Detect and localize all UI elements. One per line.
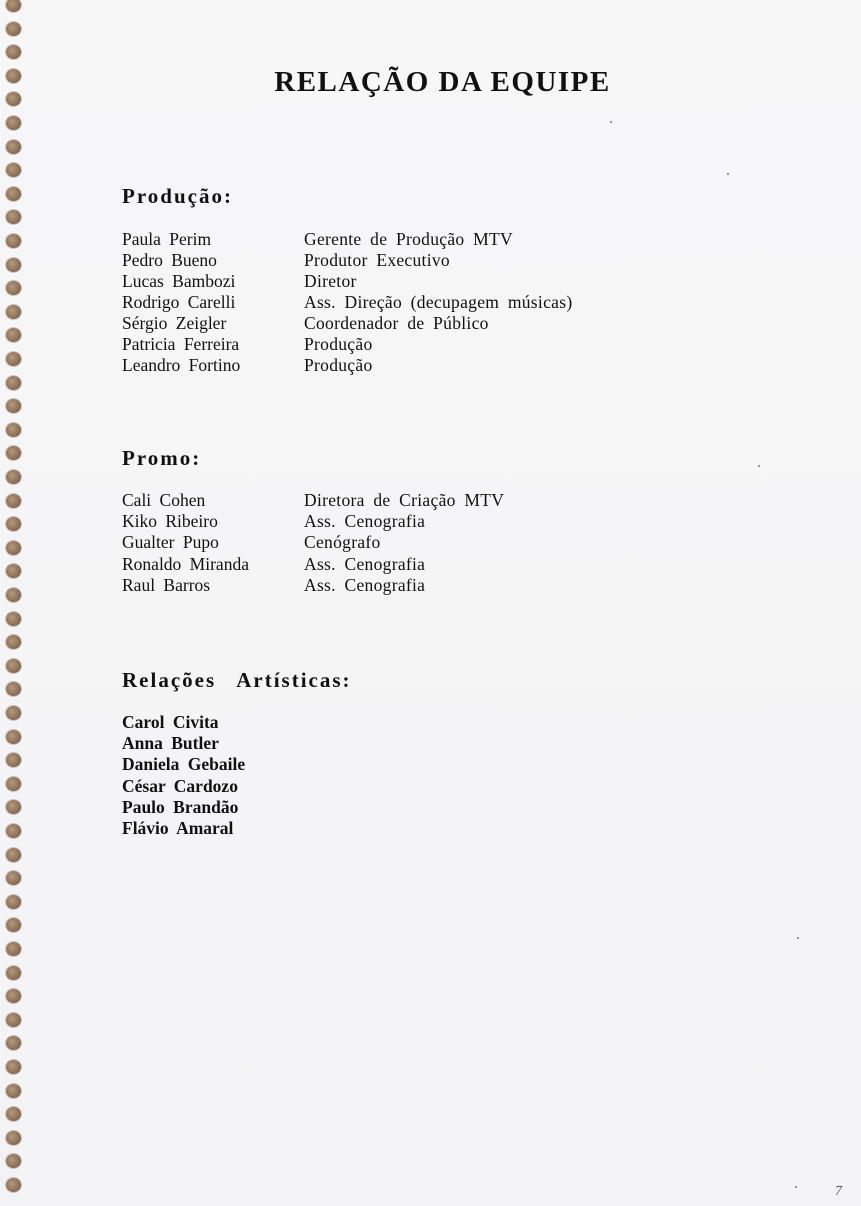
binding-hole bbox=[6, 446, 21, 460]
team-row bbox=[0, 712, 861, 733]
member-role: Gerente de Produção MTV bbox=[304, 229, 513, 249]
member-name: Paula Perim bbox=[122, 229, 212, 249]
team-row bbox=[0, 575, 861, 596]
binding-hole bbox=[6, 942, 21, 956]
team-row bbox=[0, 313, 861, 334]
member-role: Cenógrafo bbox=[304, 532, 381, 552]
paper-speck bbox=[727, 173, 729, 175]
member-name: Kiko Ribeiro bbox=[122, 511, 218, 531]
binding-hole bbox=[6, 1013, 21, 1027]
member-name: Lucas Bambozi bbox=[122, 271, 236, 291]
binding-hole bbox=[6, 989, 21, 1003]
binding-hole bbox=[6, 612, 21, 626]
team-row bbox=[0, 334, 861, 355]
member-role: Produtor Executivo bbox=[304, 250, 450, 270]
member-name: Gualter Pupo bbox=[122, 532, 219, 552]
team-row bbox=[0, 271, 861, 292]
team-row bbox=[0, 250, 861, 271]
binding-hole bbox=[6, 423, 21, 437]
section-heading-relacoes-artisticas: Relações Artísticas: bbox=[122, 668, 352, 692]
binding-hole bbox=[6, 1131, 21, 1145]
team-row bbox=[0, 733, 861, 754]
binding-hole bbox=[6, 848, 21, 862]
member-name: Daniela Gebaile bbox=[122, 754, 246, 774]
team-row bbox=[0, 754, 861, 775]
spiral-binding bbox=[0, 0, 32, 1206]
team-row bbox=[0, 532, 861, 553]
member-role: Diretor bbox=[304, 271, 357, 291]
binding-hole bbox=[6, 1084, 21, 1098]
binding-hole bbox=[6, 895, 21, 909]
binding-hole bbox=[6, 45, 21, 59]
binding-hole bbox=[6, 1107, 21, 1121]
member-role: Diretora de Criação MTV bbox=[304, 490, 505, 510]
binding-hole bbox=[6, 659, 21, 673]
team-row bbox=[0, 355, 861, 376]
binding-hole bbox=[6, 1154, 21, 1168]
member-role: Coordenador de Público bbox=[304, 313, 489, 333]
member-name: Cali Cohen bbox=[122, 490, 206, 510]
member-name: Raul Barros bbox=[122, 575, 211, 595]
member-role: Ass. Direção (decupagem músicas) bbox=[304, 292, 573, 312]
member-role: Ass. Cenografia bbox=[304, 575, 426, 595]
member-name: César Cardozo bbox=[122, 776, 238, 796]
team-row bbox=[0, 776, 861, 797]
team-row bbox=[0, 797, 861, 818]
member-name: Paulo Brandão bbox=[122, 797, 239, 817]
member-name: Rodrigo Carelli bbox=[122, 292, 236, 312]
member-role: Ass. Cenografia bbox=[304, 554, 426, 574]
section-heading-producao: Produção: bbox=[122, 184, 233, 208]
binding-hole bbox=[6, 871, 21, 885]
member-role: Ass. Cenografia bbox=[304, 511, 426, 531]
member-name: Pedro Bueno bbox=[122, 250, 217, 270]
page-number: 7 bbox=[835, 1184, 842, 1199]
team-row bbox=[0, 511, 861, 532]
binding-hole bbox=[6, 1036, 21, 1050]
paper-speck bbox=[758, 465, 760, 467]
member-name: Carol Civita bbox=[122, 712, 219, 732]
member-name: Flávio Amaral bbox=[122, 818, 234, 838]
team-row bbox=[0, 490, 861, 511]
binding-hole bbox=[6, 187, 21, 201]
binding-hole bbox=[6, 22, 21, 36]
binding-hole bbox=[6, 1060, 21, 1074]
binding-hole bbox=[6, 682, 21, 696]
binding-hole bbox=[6, 116, 21, 130]
section-heading-promo: Promo: bbox=[122, 446, 202, 470]
binding-hole bbox=[6, 399, 21, 413]
team-row bbox=[0, 229, 861, 250]
binding-hole bbox=[6, 918, 21, 932]
binding-hole bbox=[6, 210, 21, 224]
binding-hole bbox=[6, 966, 21, 980]
paper-speck bbox=[795, 1186, 797, 1188]
binding-hole bbox=[6, 140, 21, 154]
binding-hole bbox=[6, 635, 21, 649]
member-name: Leandro Fortino bbox=[122, 355, 241, 375]
page-title: RELAÇÃO DA EQUIPE bbox=[274, 66, 611, 98]
team-row bbox=[0, 292, 861, 313]
member-name: Sérgio Zeigler bbox=[122, 313, 227, 333]
team-row bbox=[0, 554, 861, 575]
member-name: Patricia Ferreira bbox=[122, 334, 240, 354]
member-name: Anna Butler bbox=[122, 733, 219, 753]
binding-hole bbox=[6, 163, 21, 177]
paper-speck bbox=[797, 937, 799, 939]
binding-hole bbox=[6, 0, 21, 12]
team-row bbox=[0, 818, 861, 839]
binding-hole bbox=[6, 376, 21, 390]
member-role: Produção bbox=[304, 355, 373, 375]
binding-hole bbox=[6, 1178, 21, 1192]
member-role: Produção bbox=[304, 334, 373, 354]
binding-hole bbox=[6, 470, 21, 484]
paper-speck bbox=[610, 121, 612, 123]
member-name: Ronaldo Miranda bbox=[122, 554, 249, 574]
